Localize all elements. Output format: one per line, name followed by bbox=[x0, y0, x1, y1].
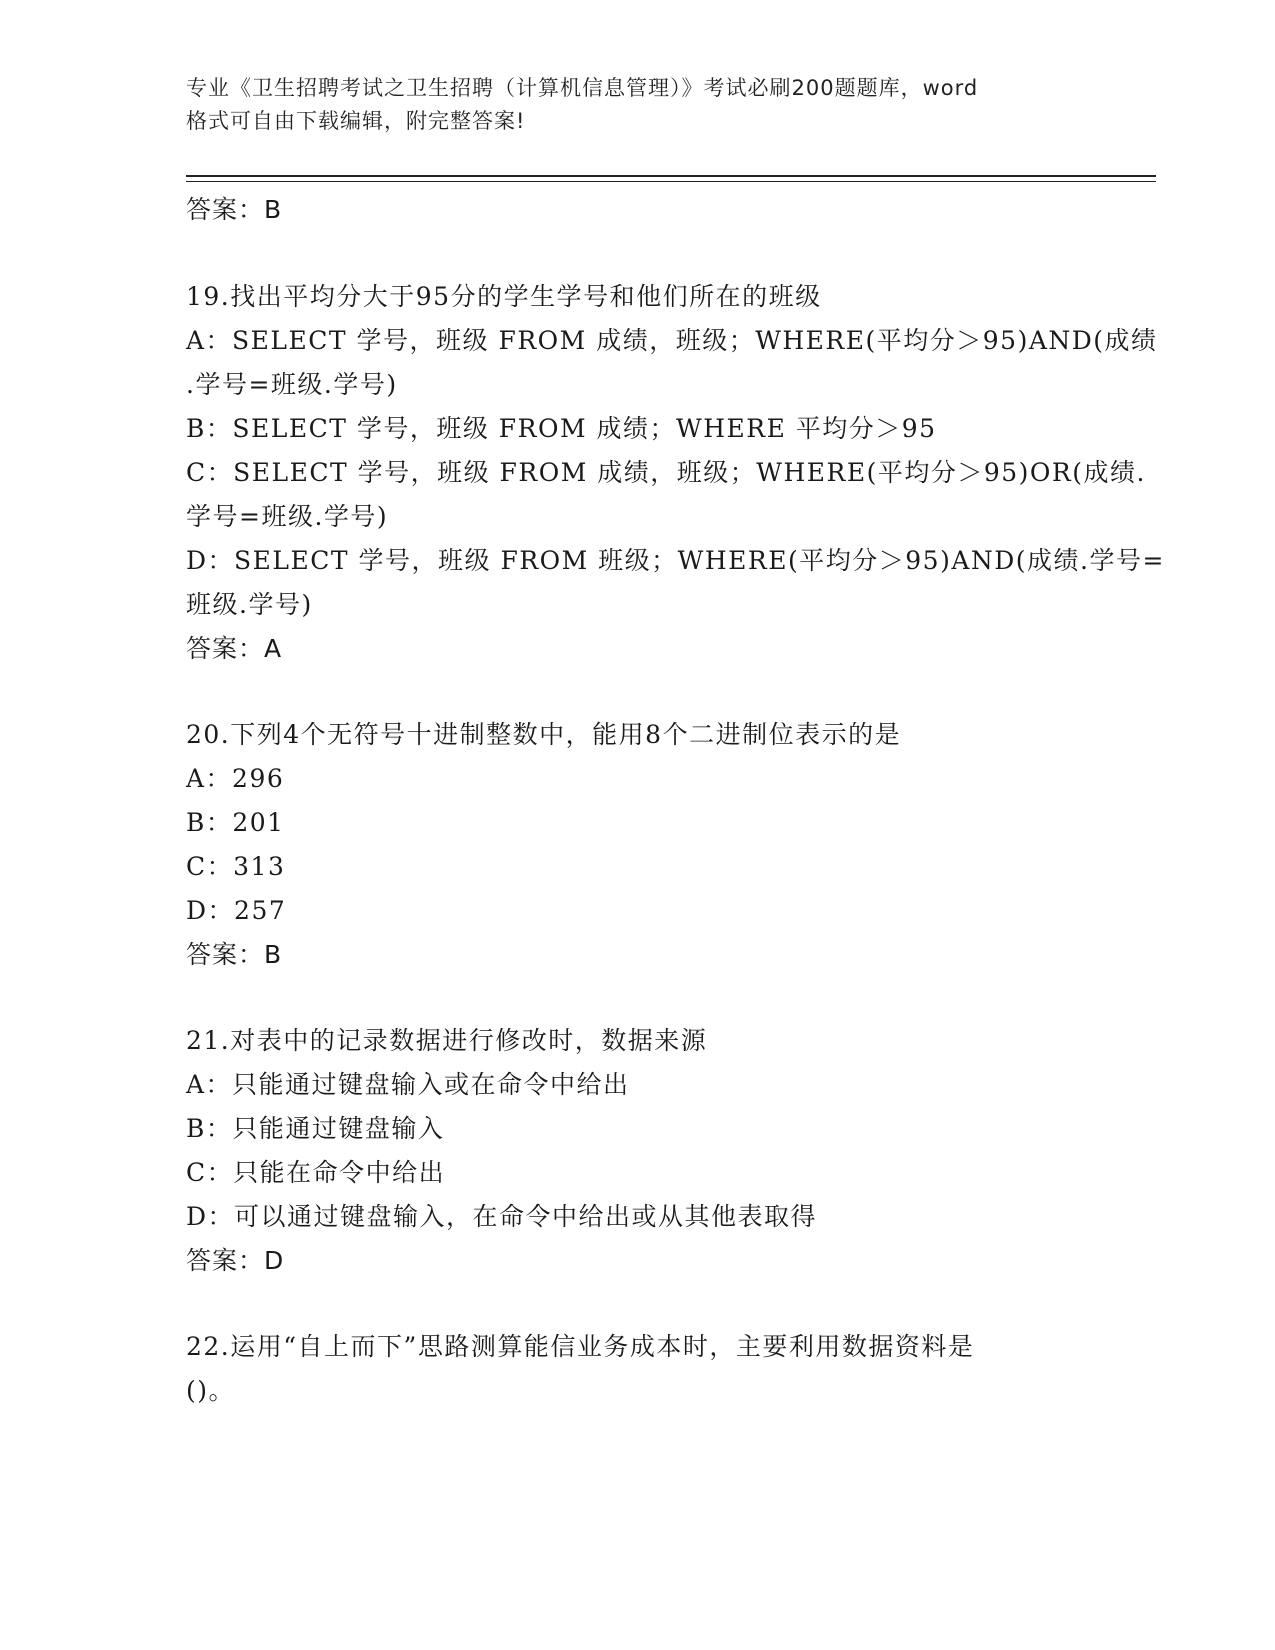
question-19-option-c: C：SELECT 学号，班级 FROM 成绩，班级；WHERE(平均分＞95)OR(成绩. bbox=[186, 458, 1146, 487]
question-21-option-d: D：可以通过键盘输入，在命令中给出或从其他表取得 bbox=[186, 1202, 818, 1231]
header-line-1: 专业《卫生招聘考试之卫生招聘（计算机信息管理）》考试必刷200题题库，word bbox=[186, 76, 979, 100]
answer-prev: 答案：B bbox=[186, 195, 283, 224]
question-21-answer: 答案：D bbox=[186, 1246, 285, 1275]
question-22-stem: 22.运用“自上而下”思路测算能信业务成本时，主要利用数据资料是 bbox=[186, 1332, 975, 1361]
question-19-option-a-cont: .学号=班级.学号) bbox=[186, 370, 398, 399]
question-21-option-c: C：只能在命令中给出 bbox=[186, 1158, 446, 1187]
question-20-option-a: A：296 bbox=[186, 764, 285, 793]
question-20-stem: 20.下列4个无符号十进制整数中，能用8个二进制位表示的是 bbox=[186, 720, 902, 749]
question-19-option-a: A：SELECT 学号，班级 FROM 成绩，班级；WHERE(平均分＞95)AND(成绩 bbox=[186, 326, 1158, 355]
question-20-answer: 答案：B bbox=[186, 940, 283, 969]
header-divider-thin bbox=[186, 181, 1156, 182]
question-21-stem: 21.对表中的记录数据进行修改时，数据来源 bbox=[186, 1026, 708, 1055]
question-19-option-d-cont: 班级.学号) bbox=[186, 590, 313, 619]
question-19-option-b: B：SELECT 学号，班级 FROM 成绩；WHERE 平均分＞95 bbox=[186, 414, 937, 443]
question-20-option-c: C：313 bbox=[186, 852, 286, 881]
question-20-option-b: B：201 bbox=[186, 808, 285, 837]
question-22-stem-cont: ()。 bbox=[186, 1376, 236, 1405]
question-19-option-c-cont: 学号=班级.学号) bbox=[186, 502, 389, 531]
header-divider-thick bbox=[186, 175, 1156, 177]
document-header bbox=[186, 72, 1086, 138]
question-21-option-b: B：只能通过键盘输入 bbox=[186, 1114, 445, 1143]
question-20-option-d: D：257 bbox=[186, 896, 287, 925]
question-19-option-d: D：SELECT 学号，班级 FROM 班级；WHERE(平均分＞95)AND(成绩.学号= bbox=[186, 546, 1165, 575]
header-line-2: 格式可自由下载编辑，附完整答案! bbox=[186, 109, 526, 133]
question-19-stem: 19.找出平均分大于95分的学生学号和他们所在的班级 bbox=[186, 282, 822, 311]
question-19-answer: 答案：A bbox=[186, 634, 283, 663]
question-21-option-a: A：只能通过键盘输入或在命令中给出 bbox=[186, 1070, 630, 1099]
